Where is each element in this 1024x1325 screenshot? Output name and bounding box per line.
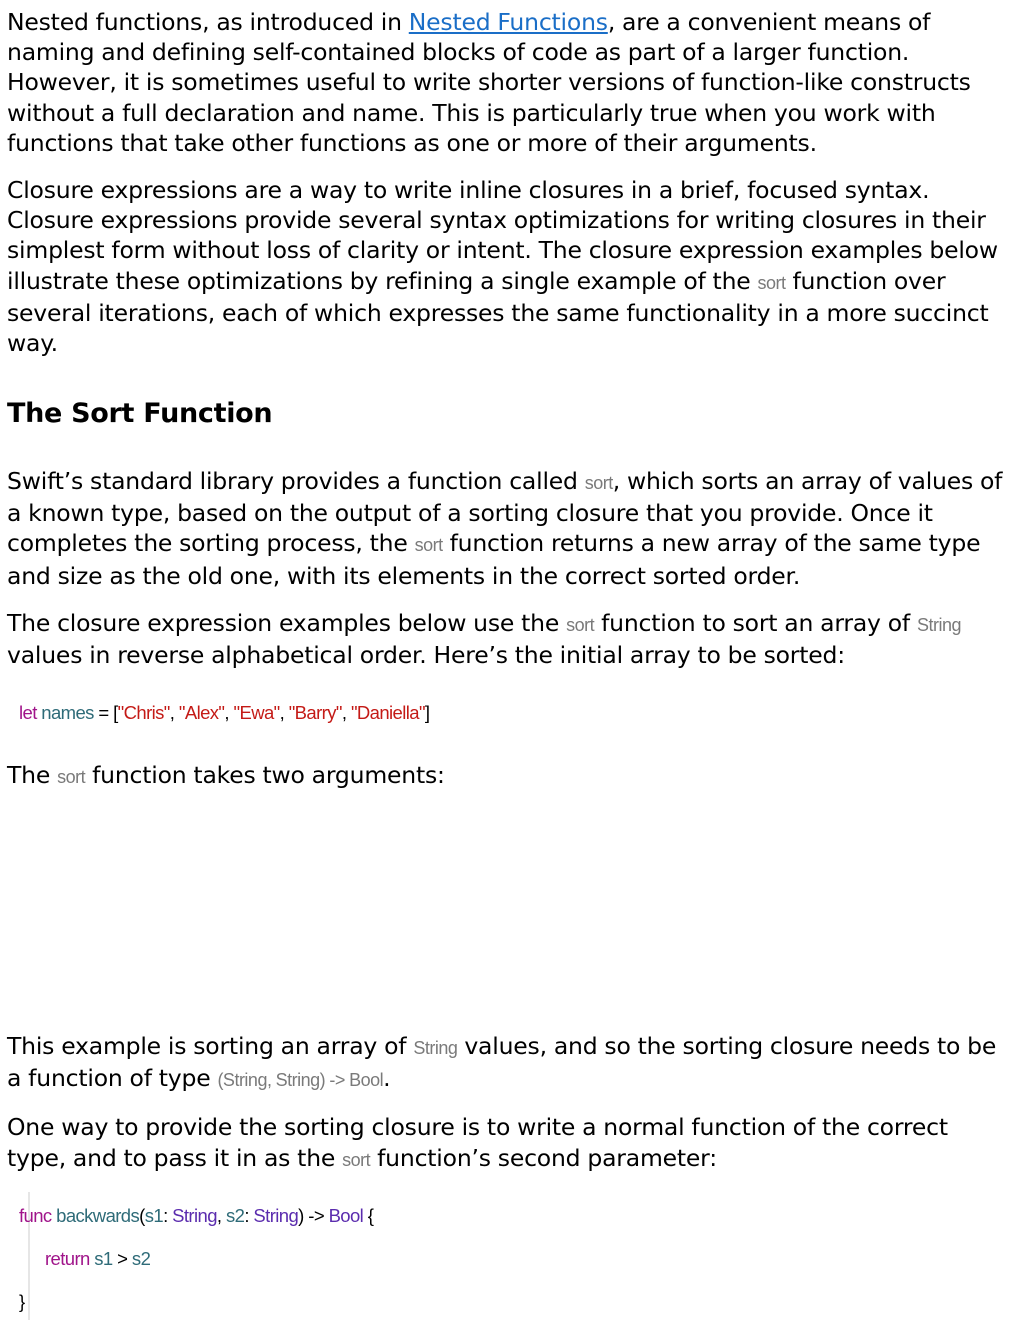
- closure-type-paragraph: [7, 1031, 1012, 1095]
- code-identifier: s1: [144, 1205, 164, 1226]
- code-block-names-array: [19, 702, 1024, 724]
- text-run: The closure expression examples below use the: [7, 608, 567, 637]
- code-punct: ) ->: [298, 1205, 329, 1226]
- inline-code: String: [916, 614, 961, 635]
- section-heading: The Sort Function: [7, 398, 273, 429]
- inline-code: sort: [757, 272, 786, 293]
- sort-paragraph-2: [7, 608, 1012, 670]
- text-run: function over several iterations, each of which expresses the same functionality in a more succinct way.: [7, 266, 989, 358]
- intro-paragraph-1: [7, 7, 1012, 158]
- text-run: This example is sorting an array of: [7, 1032, 414, 1060]
- text-run: Nested functions, as introduced in: [7, 8, 409, 36]
- code-identifier: backwards: [56, 1205, 140, 1226]
- code-string: "Alex": [178, 702, 225, 723]
- text-run: function takes two arguments:: [85, 761, 445, 789]
- code-keyword: return: [45, 1248, 90, 1269]
- code-keyword: let: [19, 702, 37, 723]
- text-run: function returns a new array of the same type and size as the old one, with its elements in the correct sorted order.: [7, 529, 981, 590]
- code-type: String: [172, 1205, 217, 1226]
- code-string: "Barry": [288, 702, 342, 723]
- inline-code: String: [413, 1038, 458, 1058]
- code-string: "Daniella": [350, 702, 425, 723]
- inline-code: (String, String) -> Bool: [217, 1070, 384, 1091]
- code-keyword: func: [19, 1205, 52, 1226]
- text-run: , which sorts an array of values of a known type, based on the output of a sorting closure that you provide. Once it completes the sorting process, the: [7, 467, 1003, 558]
- code-punct: :: [244, 1205, 254, 1226]
- inline-code: sort: [566, 614, 595, 635]
- code-punct: ]: [424, 702, 430, 723]
- code-string: "Chris": [117, 702, 170, 723]
- text-run: The: [7, 761, 58, 789]
- code-punct: (: [139, 1205, 145, 1226]
- sort-arguments-paragraph: [7, 760, 1012, 792]
- text-run: One way to provide the sorting closure is to write a normal function of the correct type, and to pass it in as the: [7, 1113, 948, 1172]
- code-string: "Ewa": [233, 702, 280, 723]
- inline-code: sort: [414, 535, 443, 556]
- page-content: [7, 7, 1012, 358]
- code-punct: ,: [224, 702, 234, 723]
- text-run: Swift’s standard library provides a function called: [7, 467, 585, 495]
- code-type: Bool: [328, 1205, 364, 1226]
- text-run: function to sort an array of: [594, 608, 917, 637]
- inline-code: sort: [57, 767, 86, 787]
- nested-functions-link[interactable]: Nested Functions: [408, 8, 608, 36]
- code-punct: :: [163, 1205, 173, 1226]
- code-identifier: s2: [225, 1205, 245, 1226]
- text-run: values in reverse alphabetical order. Here’s the initial array to be sorted:: [7, 641, 845, 670]
- closure-type-section: [7, 1031, 1012, 1175]
- code-punct: ,: [216, 1205, 226, 1226]
- normal-function-paragraph: [7, 1112, 1012, 1174]
- code-line-2: [45, 1248, 150, 1270]
- text-run: Closure expressions are a way to write inline closures in a brief, focused syntax. Closure expressions provide several syntax optimizations for writing closures in their simplest form without loss of clarity or intent. The closure expression examples below illustrate these optimizations by refining a single example of the: [7, 176, 998, 295]
- intro-paragraph-2: [7, 175, 1012, 358]
- inline-code: sort: [342, 1149, 371, 1170]
- text-run: function’s second parameter:: [370, 1143, 717, 1172]
- code-line-1: [19, 1205, 373, 1227]
- text-run: .: [383, 1064, 391, 1093]
- code-line-3: [19, 1291, 25, 1313]
- code-punct: ,: [169, 702, 179, 723]
- text-run: values, and so the sorting closure needs to be a function of type: [7, 1032, 997, 1093]
- code-punct: }: [19, 1291, 25, 1312]
- code-identifier: s2: [131, 1248, 151, 1269]
- code-type: String: [253, 1205, 299, 1226]
- code-punct: = [: [93, 702, 118, 723]
- sort-paragraph-1: [7, 466, 1012, 591]
- code-punct: {: [363, 1205, 374, 1226]
- code-punct: ,: [341, 702, 351, 723]
- code-block-backwards-function: [0, 1192, 1005, 1320]
- code-punct: ,: [279, 702, 289, 723]
- code-identifier: names: [41, 702, 94, 723]
- inline-code: sort: [584, 473, 613, 493]
- text-run: , are a convenient means of naming and defining self-contained blocks of code as part of a larger function. However, it is sometimes useful to write shorter versions of function-like constructs without a full declaration and name. This is particularly true when you work with functions that take other functions as one or more of their arguments.: [7, 8, 971, 157]
- code-punct: >: [112, 1248, 132, 1269]
- code-identifier: s1: [94, 1248, 113, 1269]
- sort-description: [7, 466, 1012, 670]
